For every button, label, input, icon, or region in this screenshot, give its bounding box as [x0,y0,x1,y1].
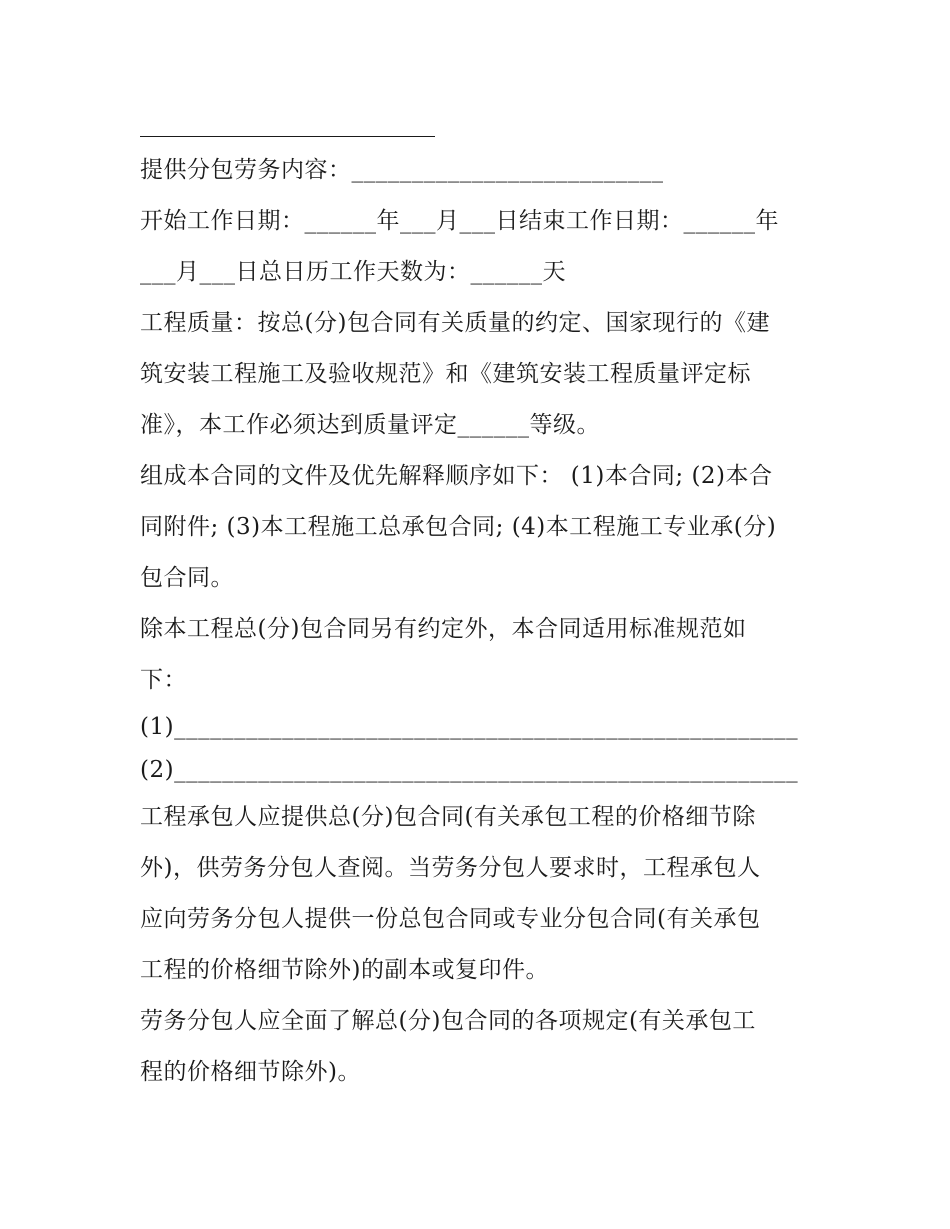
standards-line-1: 除本工程总(分)包合同另有约定外，本合同适用标准规范如 [140,616,747,642]
work-dates-line: 开始工作日期：______年___月___日结束工作日期：______年 [140,208,779,234]
quality-line-3: 准》，本工作必须达到质量评定______等级。 [140,412,600,438]
contractor-provide-line-2: 外)，供劳务分包人查阅。当劳务分包人要求时，工程承包人 [140,855,761,881]
standard-item-2: (2)____________________________________________________ [140,757,799,783]
contractor-provide-line-3: 应向劳务分包人提供一份总包合同或专业分包合同(有关承包 [140,906,761,932]
contractor-provide-line-1: 工程承包人应提供总(分)包合同(有关承包工程的价格细节除 [140,804,756,830]
standard-item-1: (1)____________________________________________________ [140,714,799,740]
document-order-line-2: 同附件; (3)本工程施工总承包合同; (4)本工程施工专业承(分) [140,514,777,540]
document-order-line-3: 包合同。 [140,565,234,591]
document-order-line-1: 组成本合同的文件及优先解释顺序如下： (1)本合同; (2)本合 [140,463,773,489]
subcontractor-understand-line-1: 劳务分包人应全面了解总(分)包合同的各项规定(有关承包工 [140,1008,756,1034]
subcontractor-understand-line-2: 程的价格细节除外)。 [140,1059,361,1085]
labor-content-line: 提供分包劳务内容：__________________________ [140,157,664,183]
contractor-provide-line-4: 工程的价格细节除外)的副本或复印件。 [140,957,549,983]
document-page [140,112,810,1098]
standards-line-2: 下： [140,667,187,693]
top-blank-rule [140,112,435,137]
quality-line-2: 筑安装工程施工及验收规范》和《建筑安装工程质量评定标 [140,361,751,387]
work-dates-line-cont: ___月___日总日历工作天数为：______天 [140,259,566,285]
quality-line-1: 工程质量：按总(分)包合同有关质量的约定、国家现行的《建 [140,310,770,336]
